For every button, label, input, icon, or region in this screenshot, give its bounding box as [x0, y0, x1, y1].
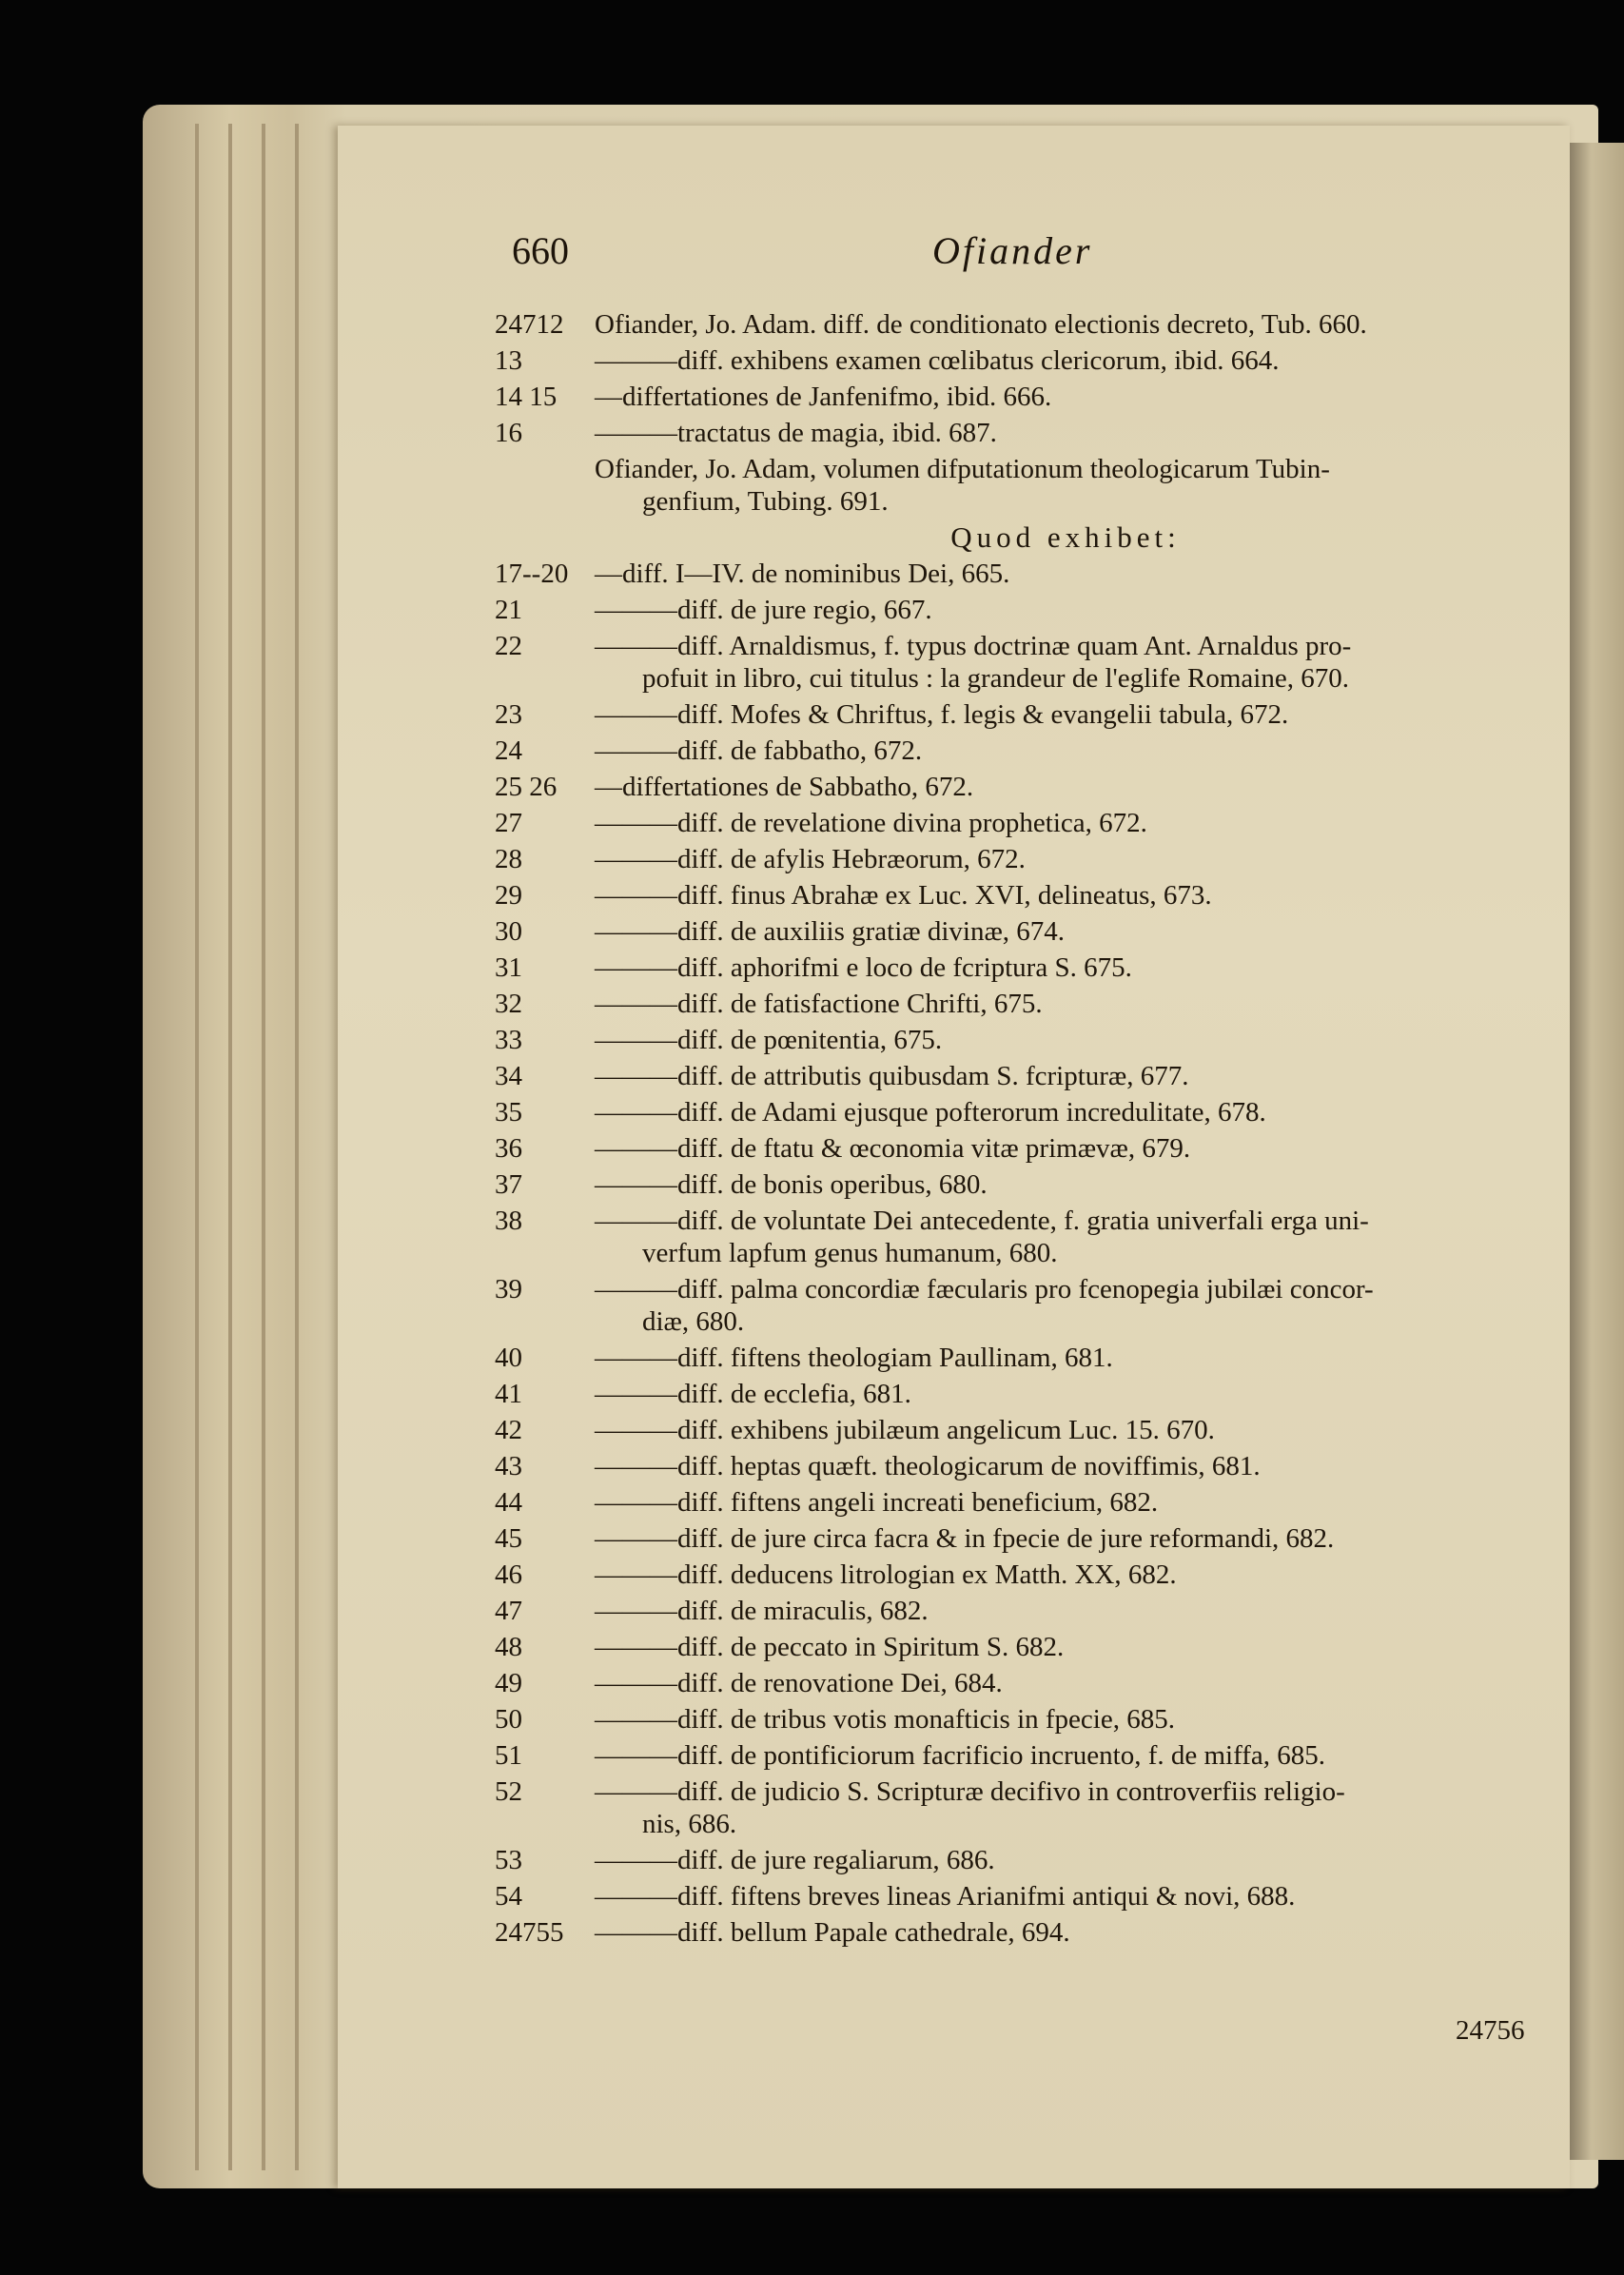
catalogue-entry — [495, 306, 1541, 343]
entry-dash: ——— — [595, 1133, 677, 1164]
entry-dash: ——— — [595, 1523, 677, 1554]
entry-dash: ——— — [595, 1632, 677, 1662]
entry-text-line — [595, 628, 1541, 664]
catalogue-entry — [495, 628, 1541, 696]
entry-dash: ——— — [595, 1274, 677, 1304]
entry-dash: — — [595, 772, 622, 802]
entry-dash: ——— — [595, 1379, 677, 1409]
entry-title: diff. de jure regaliarum, 686. — [677, 1845, 995, 1875]
entry-continuation: pofuit in libro, cui titulus : la grandeur de l'eglife Romaine, 670. — [642, 663, 1349, 694]
catalogue-entry — [495, 696, 1541, 733]
entry-continuation: diæ, 680. — [642, 1306, 745, 1337]
entry-title: Ofiander, Jo. Adam, volumen difputationum theologicarum Tubin- — [595, 454, 1330, 484]
entry-number: 33 — [495, 1025, 522, 1055]
entry-text-line — [595, 1774, 1541, 1810]
entry-text-line — [595, 733, 1541, 769]
entry-title: diff. de attributis quibusdam S. fcripturæ, 677. — [677, 1061, 1189, 1091]
entry-text-line — [595, 1842, 1541, 1878]
entry-number: 27 — [495, 808, 522, 838]
entry-title: diff. bellum Papale cathedrale, 694. — [677, 1917, 1070, 1948]
catalogue-entries — [495, 306, 1541, 1951]
entry-title: diff. de pontificiorum facrificio incruento, f. de miffa, 685. — [677, 1740, 1326, 1771]
entry-text-line — [595, 1130, 1541, 1167]
catalogue-entry — [495, 1271, 1541, 1340]
entry-number: 32 — [495, 989, 522, 1019]
entry-dash: ——— — [595, 1917, 677, 1948]
entry-dash: ——— — [595, 1596, 677, 1626]
catalogue-entry — [495, 1022, 1541, 1058]
entry-text-line — [595, 950, 1541, 986]
entry-title: diff. de fatisfactione Chrifti, 675. — [677, 989, 1043, 1019]
entry-number: 30 — [495, 916, 522, 947]
entry-text-line — [595, 1484, 1541, 1520]
entry-title: diff. de Adami ejusque pofterorum incredulitate, 678. — [677, 1097, 1266, 1128]
facing-page-edge — [1570, 143, 1624, 2160]
entry-title: tractatus de magia, ibid. 687. — [677, 418, 997, 448]
catalogue-entry — [495, 733, 1541, 769]
catalogue-entry — [495, 415, 1541, 451]
entry-title: diff. palma concordiæ fæcularis pro fcenopegia jubilæi concor- — [677, 1274, 1374, 1304]
entry-text-line — [595, 1701, 1541, 1737]
entry-number: 43 — [495, 1451, 522, 1481]
entry-number: 29 — [495, 880, 522, 911]
entry-text-line — [595, 1878, 1541, 1914]
entry-title: diff. Mofes & Chriftus, f. legis & evangelii tabula, 672. — [677, 699, 1289, 730]
entry-title: diff. Arnaldismus, f. typus doctrinæ quam Ant. Arnaldus pro- — [677, 631, 1352, 661]
entry-title: diff. I—IV. de nominibus Dei, 665. — [622, 559, 1010, 589]
entry-text-line — [595, 1376, 1541, 1412]
catalogue-entry — [495, 1203, 1541, 1271]
catalogue-entry — [495, 1484, 1541, 1520]
entry-text-line — [595, 451, 1541, 487]
entry-number: 25 26 — [495, 772, 558, 802]
entry-dash: ——— — [595, 916, 677, 947]
entry-number: 22 — [495, 631, 522, 661]
entry-number: 38 — [495, 1206, 522, 1236]
entry-text-line — [595, 1340, 1541, 1376]
entry-title: diff. de judicio S. Scripturæ decifivo in controverfiis religio- — [677, 1776, 1345, 1807]
entry-number: 54 — [495, 1881, 522, 1912]
catalogue-entry — [495, 877, 1541, 913]
entry-number: 45 — [495, 1523, 522, 1554]
entry-number: 46 — [495, 1559, 522, 1590]
catalogue-entry — [495, 1520, 1541, 1557]
entry-title: diff. fiftens breves lineas Arianifmi antiqui & novi, 688. — [677, 1881, 1296, 1912]
entry-dash: ——— — [595, 1169, 677, 1200]
entry-number: 39 — [495, 1274, 522, 1304]
catalogue-entry — [495, 805, 1541, 841]
entry-text-line — [595, 805, 1541, 841]
fore-edge-line — [195, 124, 199, 2170]
entry-number: 34 — [495, 1061, 522, 1091]
entry-dash: ——— — [595, 989, 677, 1019]
entry-text-line — [595, 841, 1541, 877]
catalogue-entry — [495, 1701, 1541, 1737]
entry-title: diff. de miraculis, 682. — [677, 1596, 929, 1626]
entry-title: diff. de ftatu & œconomia vitæ primævæ, 679. — [677, 1133, 1191, 1164]
catalogue-entry — [495, 1412, 1541, 1448]
catalogue-entry — [495, 1094, 1541, 1130]
entry-title: diff. de revelatione divina prophetica, 672. — [677, 808, 1147, 838]
fore-edge-line — [295, 124, 299, 2170]
entry-text-line — [595, 1520, 1541, 1557]
entry-dash: ——— — [595, 1776, 677, 1807]
entry-dash: ——— — [595, 1668, 677, 1698]
entry-title: diff. exhibens jubilæum angelicum Luc. 15. 670. — [677, 1415, 1215, 1445]
entry-dash: ——— — [595, 1704, 677, 1735]
catalogue-entry — [495, 913, 1541, 950]
entry-title: differtationes de Janfenifmo, ibid. 666. — [622, 382, 1052, 412]
entry-dash: ——— — [595, 1343, 677, 1373]
catalogue-entry — [495, 1557, 1541, 1593]
entry-title: differtationes de Sabbatho, 672. — [622, 772, 974, 802]
entry-number: 53 — [495, 1845, 522, 1875]
entry-number: 36 — [495, 1133, 522, 1164]
entry-title: diff. de afylis Hebræorum, 672. — [677, 844, 1026, 874]
fore-edge-line — [228, 124, 232, 2170]
entry-number: 44 — [495, 1487, 522, 1518]
entry-text-line — [595, 877, 1541, 913]
entry-number: 42 — [495, 1415, 522, 1445]
entry-title: diff. finus Abrahæ ex Luc. XVI, delineatus, 673. — [677, 880, 1212, 911]
entry-text-line — [595, 1914, 1541, 1951]
entry-text-line — [595, 1557, 1541, 1593]
catalogue-entry — [495, 1737, 1541, 1774]
catalogue-entry — [495, 592, 1541, 628]
entry-dash: ——— — [595, 418, 677, 448]
entry-dash: — — [595, 559, 622, 589]
entry-title: diff. deducens litrologian ex Matth. XX, 682. — [677, 1559, 1177, 1590]
entry-number: 48 — [495, 1632, 522, 1662]
entry-dash: ——— — [595, 1061, 677, 1091]
entry-text-line — [595, 1593, 1541, 1629]
catalogue-entry — [495, 769, 1541, 805]
entry-title: diff. de voluntate Dei antecedente, f. gratia univerfali erga uni- — [677, 1206, 1369, 1236]
entry-number: 47 — [495, 1596, 522, 1626]
entry-title: diff. heptas quæft. theologicarum de noviffimis, 681. — [677, 1451, 1261, 1481]
catalogue-entry — [495, 343, 1541, 379]
catalogue-entry — [495, 556, 1541, 592]
section-heading: Quod exhibet: — [950, 520, 1181, 554]
entry-dash: ——— — [595, 1025, 677, 1055]
entry-text-line — [595, 769, 1541, 805]
entry-continuation: nis, 686. — [642, 1809, 737, 1839]
entry-title: diff. de fabbatho, 672. — [677, 735, 923, 766]
entry-text-line — [595, 986, 1541, 1022]
entry-text-line — [595, 696, 1541, 733]
entry-text-line — [595, 1022, 1541, 1058]
entry-dash: ——— — [595, 699, 677, 730]
entry-dash: ——— — [595, 345, 677, 376]
fore-edge-line — [262, 124, 265, 2170]
page-header — [0, 228, 1624, 285]
entry-number: 40 — [495, 1343, 522, 1373]
entry-dash: ——— — [595, 1451, 677, 1481]
catalogue-entry — [495, 1629, 1541, 1665]
entry-dash: ——— — [595, 735, 677, 766]
entry-number: 35 — [495, 1097, 522, 1128]
entry-text-line — [595, 913, 1541, 950]
entry-title: diff. de jure regio, 667. — [677, 595, 932, 625]
catalogue-entry — [495, 1914, 1541, 1951]
catalogue-entry — [495, 1774, 1541, 1842]
catalogue-entry — [495, 950, 1541, 986]
entry-text-line — [595, 1094, 1541, 1130]
catalogue-entry — [495, 841, 1541, 877]
catalogue-entry — [495, 1448, 1541, 1484]
entry-continuation: verfum lapfum genus humanum, 680. — [642, 1238, 1058, 1268]
entry-title: diff. de jure circa facra & in fpecie de jure reformandi, 682. — [677, 1523, 1335, 1554]
catalogue-entry — [495, 1058, 1541, 1094]
entry-number: 41 — [495, 1379, 522, 1409]
entry-dash: ——— — [595, 1487, 677, 1518]
entry-dash: ——— — [595, 880, 677, 911]
entry-text-line — [595, 556, 1541, 592]
entry-number: 31 — [495, 952, 522, 983]
entry-dash: ——— — [595, 808, 677, 838]
entry-title: diff. aphorifmi e loco de fcriptura S. 675. — [677, 952, 1132, 983]
entry-title: diff. de bonis operibus, 680. — [677, 1169, 988, 1200]
entry-number: 21 — [495, 595, 522, 625]
entry-text-line — [595, 1058, 1541, 1094]
entry-number: 14 15 — [495, 382, 558, 412]
entry-number: 17--20 — [495, 559, 569, 589]
entry-text-line — [595, 1167, 1541, 1203]
catalogue-entry — [495, 1167, 1541, 1203]
entry-title: diff. fiftens theologiam Paullinam, 681. — [677, 1343, 1113, 1373]
entry-text-line — [595, 343, 1541, 379]
entry-title: diff. de renovatione Dei, 684. — [677, 1668, 1003, 1698]
entry-text-line — [595, 306, 1541, 343]
catalogue-entry — [495, 451, 1541, 520]
catalogue-entry — [495, 1593, 1541, 1629]
entry-number: 28 — [495, 844, 522, 874]
entry-number: 23 — [495, 699, 522, 730]
catchword: 24756 — [1456, 2015, 1525, 2046]
entry-text-line — [595, 1203, 1541, 1239]
entry-text-line — [595, 1271, 1541, 1307]
entry-dash: ——— — [595, 1415, 677, 1445]
entry-dash: ——— — [595, 595, 677, 625]
entry-title: diff. fiftens angeli increati beneficium, 682. — [677, 1487, 1159, 1518]
entry-number: 52 — [495, 1776, 522, 1807]
catalogue-entry — [495, 1842, 1541, 1878]
entry-dash: ——— — [595, 952, 677, 983]
entry-number: 50 — [495, 1704, 522, 1735]
entry-dash: ——— — [595, 1881, 677, 1912]
entry-text-line — [595, 1412, 1541, 1448]
catalogue-entry — [495, 1878, 1541, 1914]
entry-dash: ——— — [595, 1097, 677, 1128]
catalogue-entry — [495, 1376, 1541, 1412]
entry-title: diff. de auxiliis gratiæ divinæ, 674. — [677, 916, 1066, 947]
entry-text-line — [595, 1629, 1541, 1665]
entry-dash: ——— — [595, 1559, 677, 1590]
entry-dash: ——— — [595, 844, 677, 874]
catalogue-entry — [495, 379, 1541, 415]
entry-text-line — [595, 592, 1541, 628]
entry-title: diff. de peccato in Spiritum S. 682. — [677, 1632, 1065, 1662]
entry-number: 24 — [495, 735, 522, 766]
entry-title: diff. de tribus votis monafticis in fpecie, 685. — [677, 1704, 1175, 1735]
entry-number: 49 — [495, 1668, 522, 1698]
entry-title: diff. de pœnitentia, 675. — [677, 1025, 943, 1055]
catalogue-entry — [495, 986, 1541, 1022]
entry-number: 37 — [495, 1169, 522, 1200]
entry-number: 51 — [495, 1740, 522, 1771]
running-title: Ofiander — [932, 229, 1093, 272]
entry-number: 24755 — [495, 1917, 564, 1948]
catalogue-entry — [495, 1340, 1541, 1376]
entry-number: 13 — [495, 345, 522, 376]
entry-title: diff. de ecclefia, 681. — [677, 1379, 911, 1409]
entry-continuation: genfium, Tubing. 691. — [642, 486, 889, 517]
catalogue-entry — [495, 1665, 1541, 1701]
entry-text-line — [595, 1737, 1541, 1774]
entry-title: Ofiander, Jo. Adam. diff. de conditionato electionis decreto, Tub. 660. — [595, 309, 1367, 340]
page-number: 660 — [512, 229, 569, 272]
entry-text-line — [595, 1448, 1541, 1484]
entry-dash: — — [595, 382, 622, 412]
entry-title: diff. exhibens examen cœlibatus clericorum, ibid. 664. — [677, 345, 1280, 376]
entry-text-line — [595, 1665, 1541, 1701]
entry-text-line — [595, 379, 1541, 415]
entry-number: 24712 — [495, 309, 564, 340]
entry-dash: ——— — [595, 1740, 677, 1771]
entry-dash: ——— — [595, 1845, 677, 1875]
entry-dash: ——— — [595, 631, 677, 661]
entry-dash: ——— — [595, 1206, 677, 1236]
entry-text-line — [595, 415, 1541, 451]
entry-number: 16 — [495, 418, 522, 448]
catalogue-entry — [495, 1130, 1541, 1167]
